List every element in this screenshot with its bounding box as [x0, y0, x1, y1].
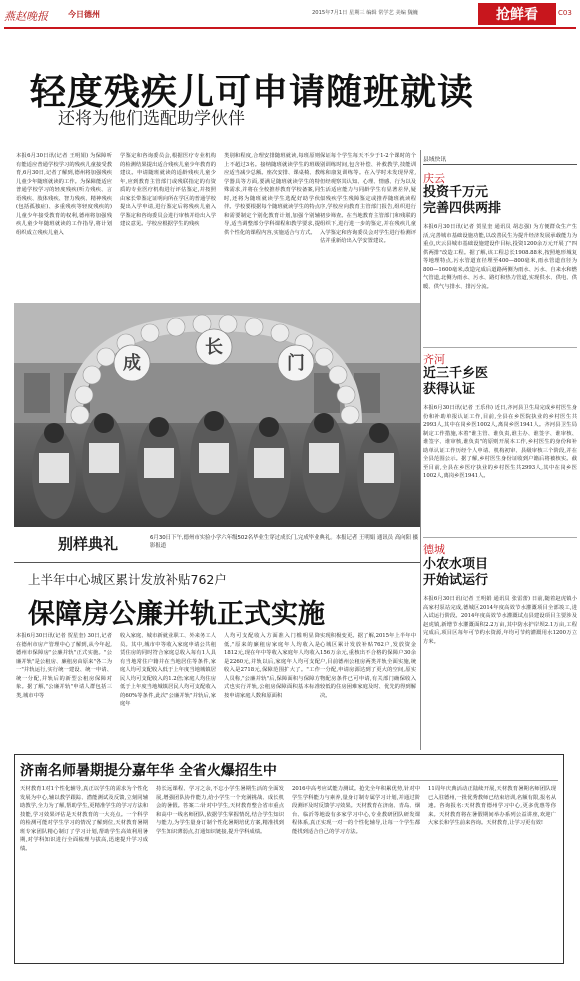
sidebar-item-body: 本报6月30日讯(记者 王乐伟) 近日,齐河县卫生局完成乡村医生身份和补助单报认证工作,目前,全县在乡医院执业的乡村医生共2993人,其中在岗乡医1002人,离岗乡医1941人。齐河县卫生局制定工作措施,本着"谁主管、谁负责,谁主办、谁签字、谁审核、谁签字、谁审核,谁负责"的原则开展本工作,乡村医生的身份和补助单认证工作历经个人申请、机构初审、县级审核三个阶段,并在全县范围公示。据了解,乡村医生身份证收到户籍后将被核实。截至目前,全县在乡医疗执业的乡村医生共2993人,其中在岗乡医1002人,离岗乡医1941人。 — [423, 405, 577, 479]
story1-col3: 类别和程度,合理安排随班就读,每班原则上不超过3名。接纳随班就读学生的班级应适当减少总额。座次安排、课桌椅、教学器具等方面,要满足随班就读学生的特殊需求,并将在全校推荐教育学校备案,同时,还将为随班就读学生选配好助学伙伴。学校要根据每个随班就读学生的特点和需要制定个别化教育计划,加强个别辅导,适当调整部分学科课程和教学要求,提供个性化的课程内容,实施适合与方式。 — [224, 153, 320, 236]
sidebar-section-title: 县域快讯 — [423, 157, 447, 163]
banner-char: 成 — [123, 353, 141, 374]
sidebar-item-title: 近三千乡医 — [423, 366, 489, 381]
sidebar-divider — [420, 150, 421, 750]
graduation-photo — [14, 303, 420, 527]
story1-col4: 保证每个学生每天不少于1-2个课时的个别训练时间,包含补偿、补救教学,技能训练和康复训练等。在入学时未发现异常,但经观察其认知、心理、情感、行为以及生活适应能力与同龄学生有显著差异,疑似残疾学生残障鉴定或推荐随班就读程序,学校应向教育主管部门报告,组织进行初步筛查。在当地教育主管部门和残联的组织下,进行进一步的鉴定,并在残疾儿童入学鉴定和咨询委员会对学生进行检测评估并重新给出入学安置建议。 — [320, 153, 416, 244]
story2-col1: 本报6月30日讯(记者 贺星奎) 30日,记者在德州市房产管理中心了解到,从今年起,德州市保障房"公廉并轨"正式实施。"公廉并轨"是公租房、廉租房由原来"各二为一"并轨运行,实行统一建设、统一申请、统一分配,并轨后的新型公租房保障对象。据了解,"公廉并轨"申请人群包括三类,城市中等 — [16, 633, 112, 699]
sidebar-rule — [423, 537, 577, 538]
advertorial-col1: 天材教育1对1个性化辅导,真正以学生的需求为个性化发展为中心,辅以教学跟踪、潜能测试及反馈,立刻同辅助教学,全力为了解,帮助学生,更精准学生的学习方法和技能,学习效果评估是天材教育的一大亮点。一个科学的检测可能对学生学习的情况了解到位,天材教育暑期班专家团队精心制订了学习计划,帮助学生高效利用暑期,对学科知识进行全面梳理与拔高,迅速提升学习成绩。 — [20, 786, 148, 852]
advertorial-title: 济南名师暑期提分嘉年华 全省火爆招生中 — [20, 763, 277, 779]
advertorial-col4: 11周年庆典活动正陆续开展,天材教育暑期名师团队现已入驻德州,一批优秀教师已结束培训,名额有限,报名从速。咨询报名:天材教育德州学习中心,更多优惠等你来。天材教育将在暑假期间举办系列公益讲座,欢迎广大家长和学生前来咨询。天材教育,让学习更有效! — [428, 786, 556, 826]
sidebar-item-kicker: 庆云 — [423, 172, 445, 185]
story2-kicker: 上半年中心城区累计发放补贴762户 — [28, 572, 227, 587]
sidebar-item-title: 小农水项目 — [423, 557, 489, 572]
advertorial-col2: 持长远课程、学习之余,不忘小学生暑期生活的全面发展,增强团队协作能力,给小学生一个充满挑战、成长机会的暑假。答案二:针对中学生,天材教育整合省市重点和高中一线名师团队,依据学生掌握情况,结合学生知识与能力,为学生量身订制个性化暑期培优方案,精准找到学生知识薄弱点,打通知识链接,提升学科成绩。 — [156, 786, 284, 835]
sidebar-item-body: 本报6月30日讯(记者 贺星奎 通讯员 胡志强) 为方便群众生产生活,完善城市基础设施功能,以改善民生为提升经济发展承载能力为重点,庆云县城市基础设施建设作目标,投资1200余万元开展了"四供两排"改造工程。据了解,该工程总长1908.88米,按照地形城复等地理特点,污水管道直径埋至400—800毫米,雨水管道直径为800—1600毫米,改造完成后道路两侧为雨水、污水、自来水和燃气管道,北侧为雨水、污水、路灯和热力管道,实现供水、供电、供暖、供气与排水、排污分流。 — [423, 224, 577, 290]
banner-char: 长 — [205, 337, 223, 358]
section-name: 今日德州 — [68, 10, 100, 19]
page-number: C03 — [558, 9, 572, 17]
story2-title: 保障房公廉并轨正式实施 — [28, 599, 325, 630]
banner-char: 门 — [287, 353, 305, 374]
sidebar-item-title: 开始试运行 — [423, 573, 489, 588]
sidebar-rule — [423, 164, 577, 165]
sidebar-item-title: 获得认证 — [423, 382, 476, 397]
advertorial-rule — [20, 780, 558, 781]
photo-caption-text: 6月30日下午,德州市实验小学六年级502名毕业生穿过成长门,完成毕业典礼。本报记者 王明娟 通讯员 高向阳 摄影报道 — [150, 535, 419, 549]
header-rule — [4, 27, 576, 29]
section-rule — [14, 562, 420, 563]
sidebar-item-kicker: 齐河 — [423, 353, 445, 366]
newspaper-logo: 燕赵晚报 — [4, 10, 48, 23]
issue-meta: 2015年7月1日 星期三 编辑 常学艺 美编 魏巍 — [312, 10, 418, 16]
story2-col2: 收入家庭、城市新就业职工、外来务工人员。其中,城市中等收入家庭申请公共租赁住房的同时符合家庭总收入每有1人具有当地常住户籍并在当地居住等条件,家庭人均可支配收入低于上年度当地城镇居民人均可支配收入的1.2倍;家庭人均住房低于上年度当地城镇居民人均可支配收入的60%等条件,此次"公廉并轨"并轨后,家庭年 — [120, 633, 216, 707]
advertorial-col3: 2016中高考应试能力测试。抢先全年积累优势,针对中学生学科能力与素养,量身订制专属学习计划,并通过阶段测评及时反馈学习效果。天材教育在济南、青岛、烟台、临沂等地设有多家学习中心,专业教研团队研发课程体系,真正实现一对一的个性化辅导,让每一个学生都能找到适合自己的学习方法。 — [292, 786, 420, 835]
story1-col2: 学鉴定和咨询委员会,根据医疗专业机构的检测结果提出适合残疾儿童少年教育的建议。申请随班就读的适龄残疾儿童少年,应到教育主管部门或残联指定的有资质的专业医疗机构进行评估鉴定,并按照由家长带鉴定证明向所在学区的普通学校提出入学申请,进行鉴定后将残疾儿童入学鉴定和咨询委员会进行审核并给出入学建议意见。学校应根据学生的残疾 — [120, 153, 216, 227]
story1-col1: 本报6月30日讯(记者 王明娟) 为保障听有能适应普通学校学习的残疾儿童接受教育,6月30日,记者了解到,德州将加强残疾儿童少年随班就读的工作。为保障能适应普通学校学习的轻度残疾(听力残疾、言语残疾、肢体残疾、智力残疾、精神残疾(包括孤独症)、多重残疾等轻度残疾的)儿童少年接受教育的权利,德州将加强残疾儿童少年随班就读的工作指导,将计划组织成立残疾儿童入 — [16, 153, 112, 236]
story2-col3: 人均可支配收入方面准入门槛明显降低,"原来的廉租房家庭年人均收入是1812元,现在年中等收入家庭年人均收入是2260元,并轨以后,家庭年人均可支配收入是2718元,保障范围扩大了。"工作人员称,"公廉并轨"后,保障面积与保障方式也实行并轨,公租房保障面积基本标准按申请家庭人数和原面积 — [224, 633, 320, 699]
sidebar-item-title: 完善四供两排 — [423, 201, 502, 216]
story2-col4: 实现积极变更。据了解,2015年上半年中心城区累计发放补贴762户,发放资金156万余元,重核出不合格的保障户30余户,目前德州公租房两类并轨全面实施,统一分配,申请房源达到了更大的空间,原实物配房条件已可申请,有关部门确保收入较低的住房困难家庭及时、优先的得到解决。 — [320, 633, 416, 699]
sidebar-item-title: 投资千万元 — [423, 185, 489, 200]
sidebar-item-body: 本报6月30日讯(记者 王明娟 通讯员 张雷蕾) 日前,随着赵虎镇小高家村泵站完成,德城区2014年度高效节水灌溉项目全部竣工,进入试运行阶段。2014年度高效节水灌溉试点县建设项目主要涉及赵虎镇,新增节水灌溉面积2.2万亩,其中防水护岸坝2.1万亩,工程完成后,项目区每年可节约水资源,年均可节约灌溉用水1200万立方米。 — [423, 596, 577, 645]
sidebar-item-kicker: 德城 — [423, 543, 445, 556]
story1-title: 轻度残疾儿可申请随班就读 — [30, 72, 475, 113]
story1-subtitle: 还将为他们选配助学伙伴 — [58, 109, 245, 129]
sidebar-rule — [423, 347, 577, 348]
photo-caption-title: 别样典礼 — [58, 535, 119, 553]
graduation-photo-illustration — [14, 303, 420, 527]
page-tag: 抢鲜看 — [478, 3, 556, 25]
